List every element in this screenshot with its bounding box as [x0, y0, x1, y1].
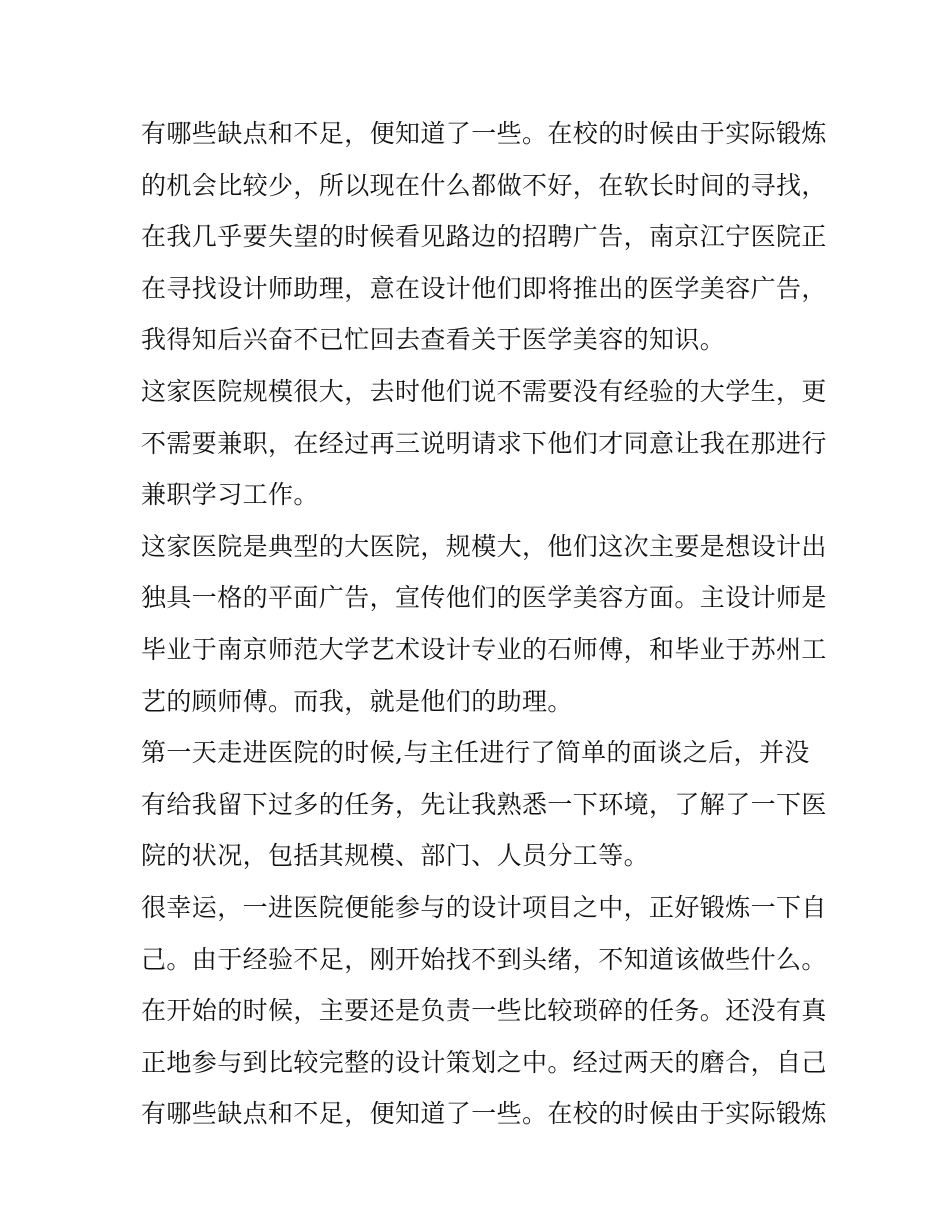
text-line-8: 兼职学习工作。: [141, 480, 319, 510]
text-line-4: 在寻找设计师助理，意在设计他们即将推出的医学美容广告，: [141, 273, 827, 303]
text-line-7: 不需要兼职，在经过再三说明请求下他们才同意让我在那进行: [141, 428, 827, 458]
text-line-12: 艺的顾师傅。而我，就是他们的助理。: [141, 686, 573, 716]
text-line-11: 毕业于南京师范大学艺术设计专业的石师傅，和毕业于苏州工: [141, 634, 827, 664]
text-line-15: 院的状况，包括其规模、部门、人员分工等。: [141, 841, 650, 871]
text-line-14: 有给我留下过多的任务，先让我熟悉一下环境，了解了一下医: [141, 789, 827, 819]
text-line-13: 第一天走进医院的时候,与主任进行了简单的面谈之后，并没: [141, 738, 810, 768]
text-line-1: 有哪些缺点和不足，便知道了一些。在校的时候由于实际锻炼: [141, 119, 827, 148]
text-line-5: 我得知后兴奋不已忙回去查看关于医学美容的知识。: [141, 325, 726, 355]
text-line-20: 有哪些缺点和不足，便知道了一些。在校的时候由于实际锻炼: [141, 1099, 827, 1129]
text-line-3: 在我几乎要失望的时候看见路边的招聘广告，南京江宁医院正: [141, 222, 827, 252]
body-text: [141, 108, 827, 1140]
text-line-16: 很幸运，一进医院便能参与的设计项目之中，正好锻炼一下自: [141, 892, 827, 922]
text-line-17: 己。由于经验不足，刚开始找不到头绪，不知道该做些什么。: [141, 944, 827, 974]
text-line-10: 独具一格的平面广告，宣传他们的医学美容方面。主设计师是: [141, 583, 827, 613]
text-line-9: 这家医院是典型的大医院，规模大，他们这次主要是想设计出: [141, 531, 827, 561]
text-line-18: 在开始的时候，主要还是负责一些比较琐碎的任务。还没有真: [141, 996, 827, 1026]
text-line-6: 这家医院规模很大，去时他们说不需要没有经验的大学生，更: [141, 376, 827, 406]
text-line-19: 正地参与到比较完整的设计策划之中。经过两天的磨合，自己: [141, 1047, 827, 1077]
text-line-2: 的机会比较少，所以现在什么都做不好，在软长时间的寻找，: [141, 170, 827, 200]
